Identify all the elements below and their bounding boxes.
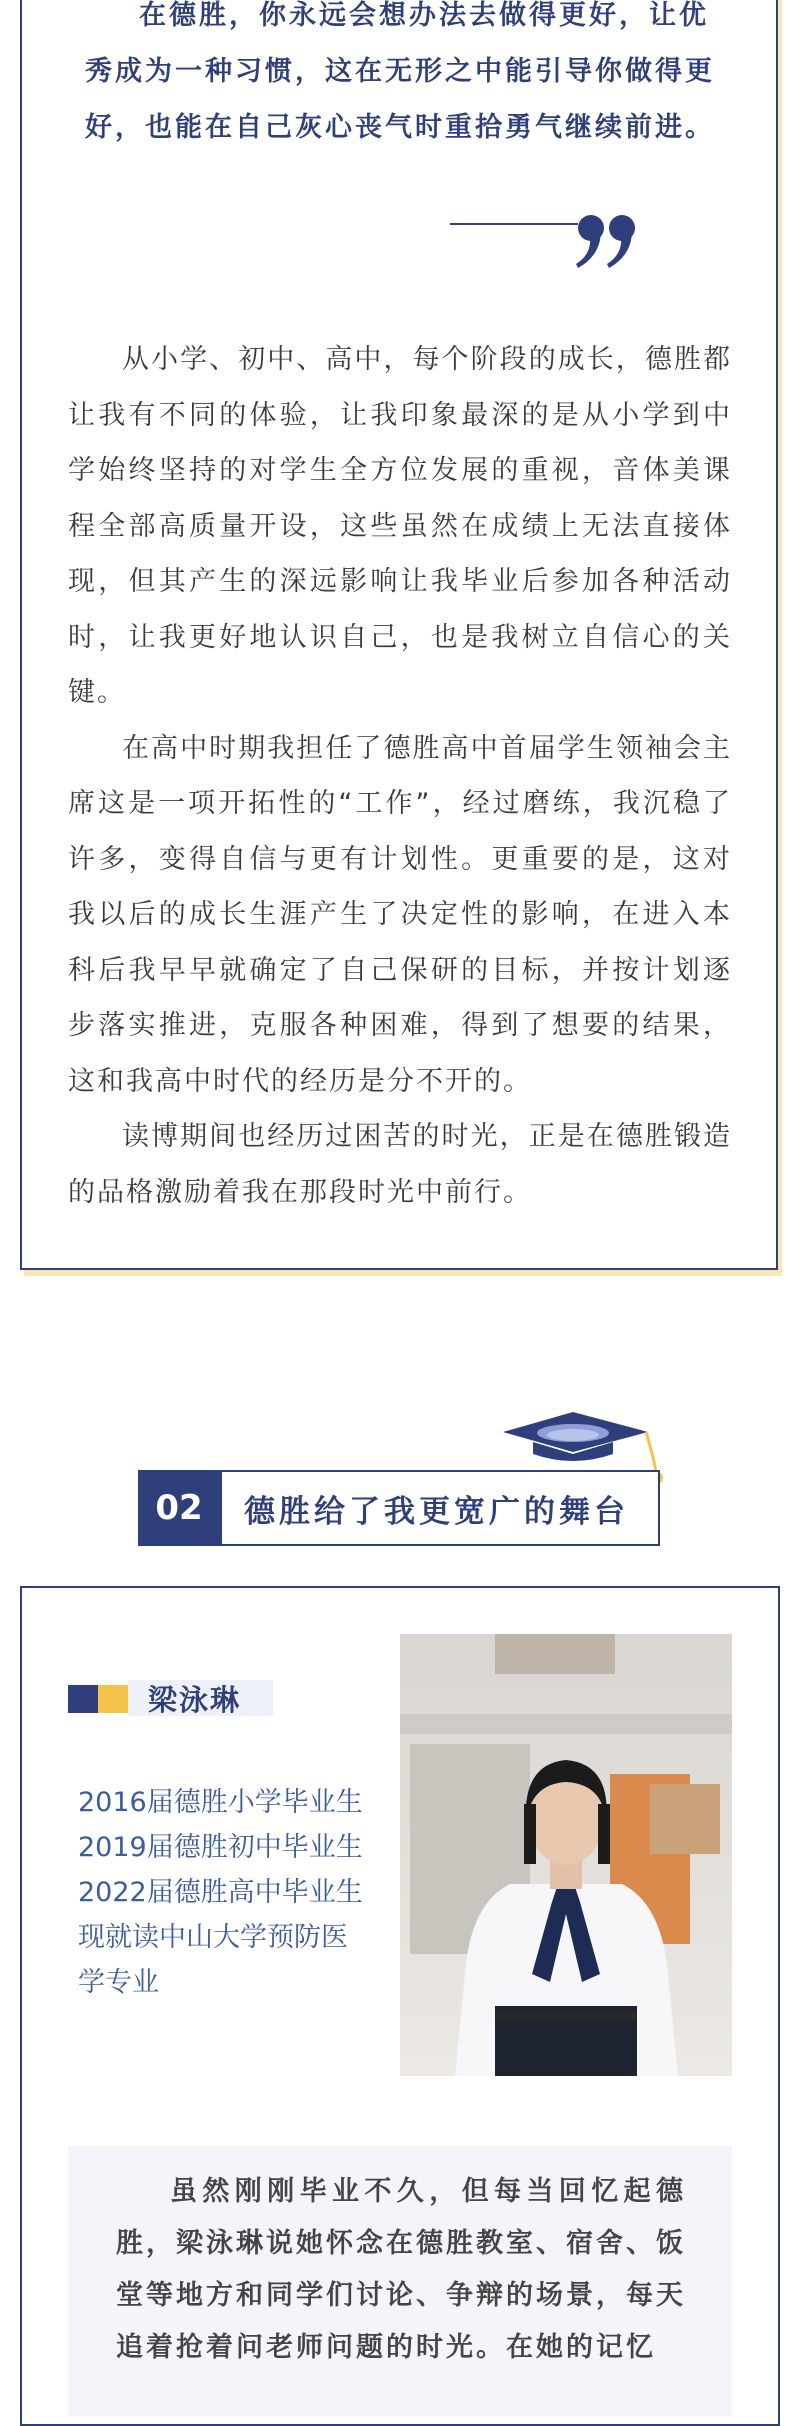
bio-line: 2016届德胜小学毕业生 [78, 1787, 363, 1818]
student-bio [78, 1780, 398, 2005]
closing-quote-icon [450, 212, 640, 272]
section-number: 02 [138, 1470, 220, 1546]
accent-square-gold [98, 1685, 128, 1713]
bio-line: 现就读中山大学预防医 [78, 1922, 348, 1953]
highlight-quote [85, 0, 715, 156]
name-tag [68, 1680, 273, 1716]
paragraph: 从小学、初中、高中，每个阶段的成长，德胜都让我有不同的体验，让我印象最深的是从小学到中学始终坚持的对学生全方位发展的重视，音体美课程全部高质量开设，这些虽然在成绩上无法直接体现，但其产生的深远影响让我毕业后参加各种活动时，让我更好地认识自己，也是我树立自信心的关键。 [68, 344, 732, 708]
bio-line: 2019届德胜初中毕业生 [78, 1832, 363, 1863]
quote-box [68, 2146, 732, 2416]
bio-line: 学专业 [78, 1967, 159, 1998]
section-header [138, 1410, 668, 1550]
testimonial-body [68, 332, 732, 1220]
bio-line: 2022届德胜高中毕业生 [78, 1877, 363, 1908]
highlight-quote-text: 在德胜，你永远会想办法去做得更好，让优秀成为一种习惯，这在无形之中能引导你做得更好，也能在自己灰心丧气时重拾勇气继续前进。 [85, 0, 715, 143]
student-name: 梁泳琳 [148, 1683, 242, 1717]
accent-square-navy [68, 1685, 98, 1713]
quote-paragraph: 虽然刚刚毕业不久，但每当回忆起德胜，梁泳琳说她怀念在德胜教室、宿舍、饭堂等地方和同学们讨论、争辩的场景，每天追着抢着问老师问题的时光。在她的记忆 [116, 2176, 686, 2363]
section-title: 德胜给了我更宽广的舞台 [220, 1470, 660, 1546]
paragraph: 在高中时期我担任了德胜高中首届学生领袖会主席这是一项开拓性的“工作”，经过磨练，我沉稳了许多，变得自信与更有计划性。更重要的是，这对我以后的成长生涯产生了决定性的影响，在进入本科后我早早就确定了自己保研的目标，并按计划逐步落实推进，克服各种困难，得到了想要的结果，这和我高中时代的经历是分不开的。 [68, 732, 732, 1097]
student-photo [400, 1634, 732, 2076]
paragraph: 读博期间也经历过困苦的时光，正是在德胜锻造的品格激励着我在那段时光中前行。 [68, 1121, 732, 1208]
